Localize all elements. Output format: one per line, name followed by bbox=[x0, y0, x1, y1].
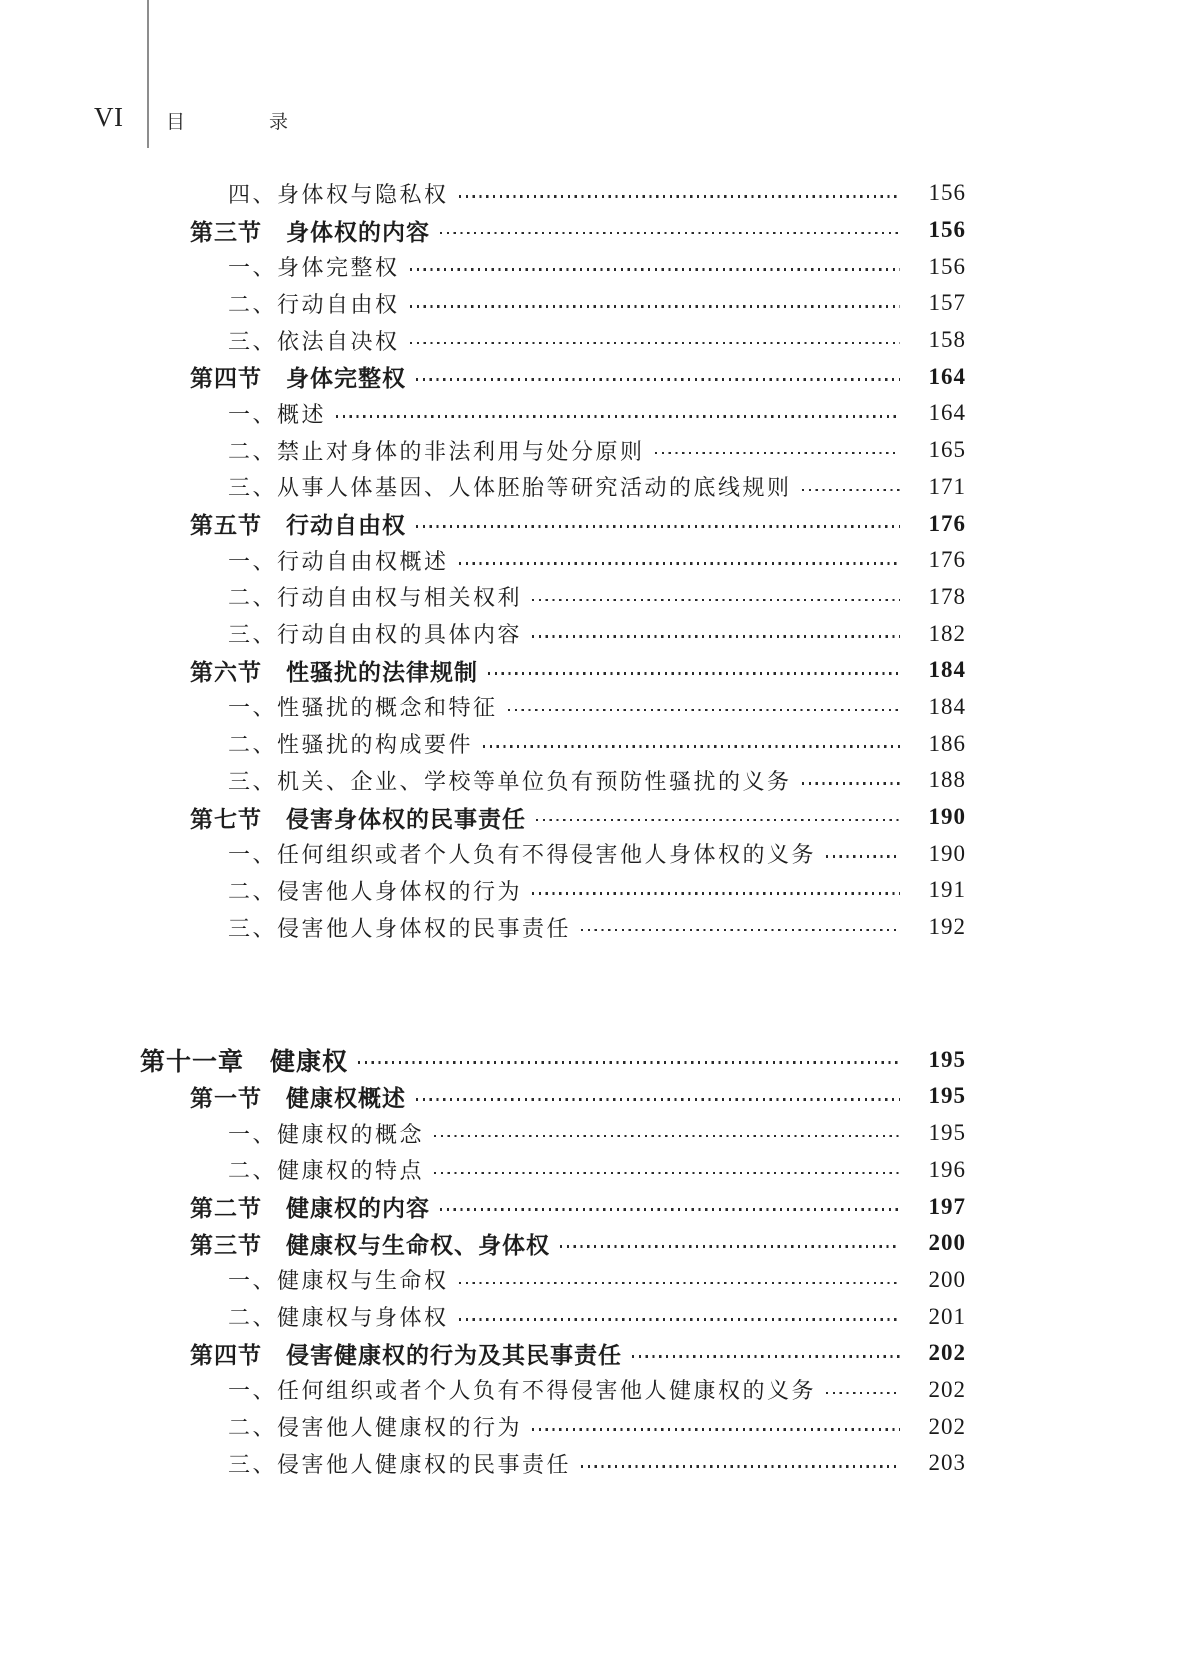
toc-entry bbox=[140, 1188, 966, 1225]
toc-entry bbox=[140, 615, 966, 652]
dot-leader bbox=[410, 305, 900, 308]
dot-leader bbox=[532, 635, 900, 638]
toc-entry bbox=[140, 1078, 966, 1115]
toc-entry bbox=[140, 579, 966, 616]
toc-entry-page: 158 bbox=[928, 327, 966, 353]
dot-leader bbox=[508, 709, 900, 712]
toc-entry bbox=[140, 248, 966, 285]
toc-entry-page: 178 bbox=[928, 583, 966, 609]
page-number: VI bbox=[94, 102, 124, 132]
toc-entry-page: 176 bbox=[928, 547, 966, 573]
toc-entry-label: 二、禁止对身体的非法利用与处分原则 bbox=[228, 438, 645, 464]
toc-entry-label: 三、侵害他人身体权的民事责任 bbox=[228, 915, 572, 941]
toc-entry bbox=[140, 1152, 966, 1189]
toc-entry-page: 190 bbox=[928, 804, 966, 830]
toc-entry-page: 186 bbox=[928, 730, 966, 756]
dot-leader bbox=[532, 599, 900, 602]
toc-entry bbox=[140, 469, 966, 506]
dot-leader bbox=[416, 378, 900, 381]
toc-entry-page: 164 bbox=[928, 363, 966, 389]
toc-entry-page: 184 bbox=[928, 693, 966, 719]
toc-entry-label: 二、健康权的特点 bbox=[228, 1158, 425, 1184]
toc-entry bbox=[140, 432, 966, 469]
toc-entry-label: 三、从事人体基因、人体胚胎等研究活动的底线规则 bbox=[228, 475, 792, 501]
toc-entry bbox=[140, 1115, 966, 1152]
toc-entry-label: 一、任何组织或者个人负有不得侵害他人身体权的义务 bbox=[228, 842, 817, 868]
toc-entry bbox=[140, 689, 966, 726]
toc-entry bbox=[140, 1335, 966, 1372]
dot-leader bbox=[434, 1172, 900, 1175]
toc-entry-label: 一、行动自由权概述 bbox=[228, 548, 449, 574]
toc-entry bbox=[140, 1041, 966, 1078]
toc-entry bbox=[140, 505, 966, 542]
toc-entry bbox=[140, 835, 966, 872]
dot-leader bbox=[581, 1465, 900, 1468]
dot-leader bbox=[826, 1392, 900, 1395]
toc-entry bbox=[140, 872, 966, 909]
dot-leader bbox=[802, 489, 900, 492]
header-title: 目录 bbox=[166, 112, 373, 133]
toc-entry bbox=[140, 909, 966, 946]
toc-entry-page: 195 bbox=[928, 1083, 966, 1109]
toc-entry-label: 二、性骚扰的构成要件 bbox=[228, 732, 474, 758]
dot-leader bbox=[410, 268, 900, 271]
toc-entry-label: 一、健康权与生命权 bbox=[228, 1268, 449, 1294]
toc-entry-page: 156 bbox=[928, 180, 966, 206]
toc-entry-label: 第四节 身体完整权 bbox=[190, 366, 406, 392]
toc-entry-page: 202 bbox=[928, 1413, 966, 1439]
toc-list bbox=[140, 175, 966, 1482]
dot-leader bbox=[488, 672, 900, 675]
toc-entry bbox=[140, 799, 966, 836]
dot-leader bbox=[560, 1245, 900, 1248]
toc-entry-page: 165 bbox=[928, 437, 966, 463]
dot-leader bbox=[536, 819, 900, 822]
toc-entry-page: 188 bbox=[928, 767, 966, 793]
toc-entry bbox=[140, 1298, 966, 1335]
toc-entry-label: 第六节 性骚扰的法律规制 bbox=[190, 659, 478, 685]
toc-entry-page: 176 bbox=[928, 510, 966, 536]
toc-entry-page: 156 bbox=[928, 253, 966, 279]
dot-leader bbox=[410, 342, 900, 345]
toc-entry-label: 第五节 行动自由权 bbox=[190, 513, 406, 539]
dot-leader bbox=[655, 452, 900, 455]
toc-entry-label: 第三节 身体权的内容 bbox=[190, 219, 430, 245]
toc-entry-label: 第四节 侵害健康权的行为及其民事责任 bbox=[190, 1342, 622, 1368]
dot-leader bbox=[434, 1135, 900, 1138]
dot-leader bbox=[358, 1061, 900, 1064]
toc-entry-page: 201 bbox=[928, 1303, 966, 1329]
toc-entry-page: 195 bbox=[928, 1046, 966, 1072]
toc-entry-page: 203 bbox=[928, 1450, 966, 1476]
toc-entry-label: 第三节 健康权与生命权、身体权 bbox=[190, 1232, 550, 1258]
dot-leader bbox=[581, 929, 900, 932]
toc-entry-page: 191 bbox=[928, 877, 966, 903]
dot-leader bbox=[440, 1208, 900, 1211]
toc-entry-page: 196 bbox=[928, 1156, 966, 1182]
toc-entry-label: 第十一章 健康权 bbox=[140, 1048, 349, 1076]
toc-entry-label: 三、行动自由权的具体内容 bbox=[228, 622, 523, 648]
dot-leader bbox=[802, 782, 900, 785]
toc-entry-label: 一、任何组织或者个人负有不得侵害他人健康权的义务 bbox=[228, 1378, 817, 1404]
toc-entry bbox=[140, 1445, 966, 1482]
toc-entry-label: 二、侵害他人健康权的行为 bbox=[228, 1415, 523, 1441]
dot-leader bbox=[440, 232, 900, 235]
toc-entry-label: 一、性骚扰的概念和特征 bbox=[228, 695, 498, 721]
toc-entry bbox=[140, 285, 966, 322]
dot-leader bbox=[416, 1098, 900, 1101]
dot-leader bbox=[416, 525, 900, 528]
dot-leader bbox=[336, 415, 900, 418]
toc-entry-page: 197 bbox=[928, 1193, 966, 1219]
toc-entry bbox=[140, 358, 966, 395]
header-divider-line bbox=[147, 0, 149, 148]
toc-entry-page: 200 bbox=[928, 1230, 966, 1256]
toc-entry-page: 164 bbox=[928, 400, 966, 426]
dot-leader bbox=[459, 195, 900, 198]
toc-entry-page: 192 bbox=[928, 914, 966, 940]
toc-entry-label: 四、身体权与隐私权 bbox=[228, 181, 449, 207]
toc-entry bbox=[140, 725, 966, 762]
toc-entry-page: 190 bbox=[928, 840, 966, 866]
toc-entry-label: 一、健康权的概念 bbox=[228, 1121, 425, 1147]
dot-leader bbox=[459, 562, 900, 565]
toc-entry bbox=[140, 652, 966, 689]
toc-entry-page: 195 bbox=[928, 1120, 966, 1146]
toc-entry bbox=[140, 212, 966, 249]
toc-entry-label: 二、侵害他人身体权的行为 bbox=[228, 878, 523, 904]
toc-entry-page: 171 bbox=[928, 473, 966, 499]
dot-leader bbox=[532, 1428, 900, 1431]
toc-entry-label: 三、机关、企业、学校等单位负有预防性骚扰的义务 bbox=[228, 768, 792, 794]
toc-entry bbox=[140, 1225, 966, 1262]
toc-entry-label: 二、健康权与身体权 bbox=[228, 1305, 449, 1331]
toc-entry-page: 202 bbox=[928, 1340, 966, 1366]
toc-entry-label: 三、依法自决权 bbox=[228, 328, 400, 354]
toc-entry-page: 184 bbox=[928, 657, 966, 683]
toc-entry bbox=[140, 1262, 966, 1299]
toc-entry bbox=[140, 395, 966, 432]
dot-leader bbox=[632, 1355, 900, 1358]
toc-entry-page: 182 bbox=[928, 620, 966, 646]
toc-entry-page: 156 bbox=[928, 217, 966, 243]
toc-entry-label: 一、概述 bbox=[228, 401, 327, 427]
toc-entry-label: 第七节 侵害身体权的民事责任 bbox=[190, 806, 526, 832]
toc-entry-label: 二、行动自由权与相关权利 bbox=[228, 585, 523, 611]
toc-entry bbox=[140, 762, 966, 799]
toc-entry-label: 第一节 健康权概述 bbox=[190, 1085, 406, 1111]
toc-entry bbox=[140, 542, 966, 579]
toc-entry bbox=[140, 322, 966, 359]
dot-leader bbox=[459, 1282, 900, 1285]
toc-entry-label: 三、侵害他人健康权的民事责任 bbox=[228, 1451, 572, 1477]
toc-entry-label: 第二节 健康权的内容 bbox=[190, 1196, 430, 1222]
toc-entry bbox=[140, 175, 966, 212]
toc-entry-page: 202 bbox=[928, 1376, 966, 1402]
dot-leader bbox=[459, 1318, 900, 1321]
dot-leader bbox=[532, 892, 900, 895]
toc-entry-page: 200 bbox=[928, 1266, 966, 1292]
toc-entry-page: 157 bbox=[928, 290, 966, 316]
dot-leader bbox=[826, 855, 900, 858]
toc-entry bbox=[140, 1408, 966, 1445]
toc-entry-label: 一、身体完整权 bbox=[228, 255, 400, 281]
toc-entry-label: 二、行动自由权 bbox=[228, 291, 400, 317]
dot-leader bbox=[483, 745, 900, 748]
toc-entry bbox=[140, 1372, 966, 1409]
